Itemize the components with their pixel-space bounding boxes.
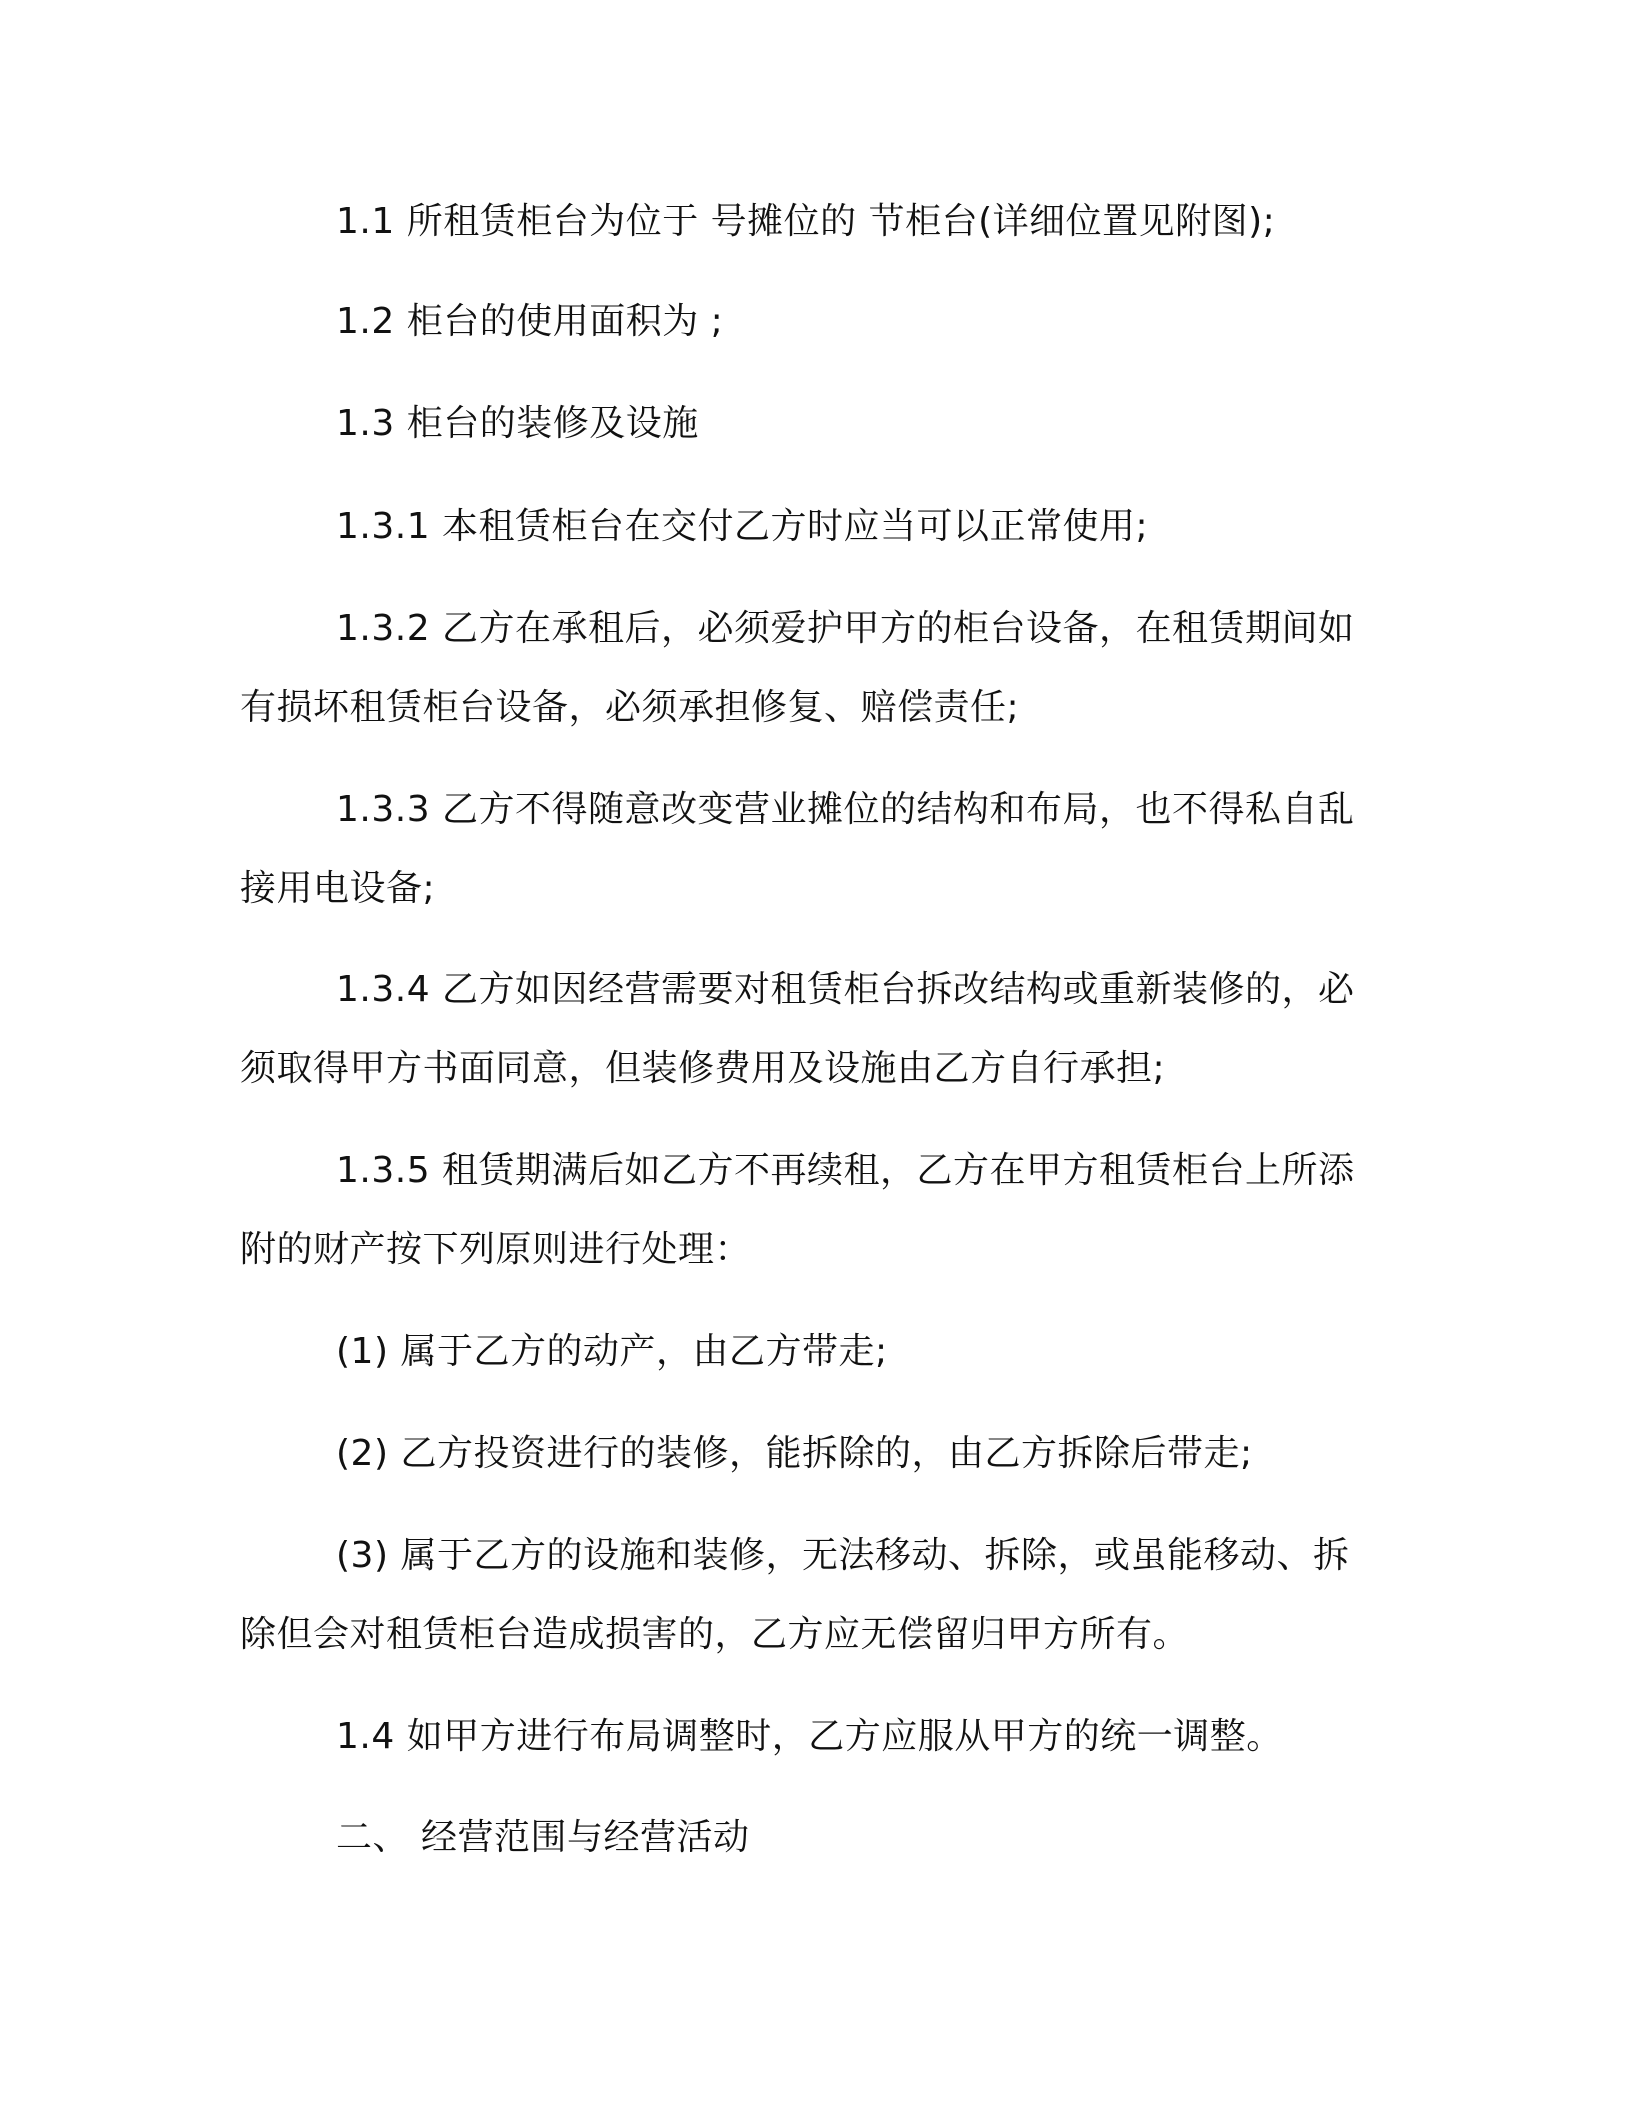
section-2-heading: 二、 经营范围与经营活动 (336, 1817, 750, 1858)
item-2: (2) 乙方投资进行的装修，能拆除的，由乙方拆除后带走; (336, 1433, 1253, 1474)
clause-1-4: 1.4 如甲方进行布局调整时，乙方应服从甲方的统一调整。 (336, 1716, 1283, 1757)
clause-1-3-4-line-1: 1.3.4 乙方如因经营需要对租赁柜台拆改结构或重新装修的，必 (336, 969, 1355, 1010)
clause-1-3-2-line-1: 1.3.2 乙方在承租后，必须爱护甲方的柜台设备，在租赁期间如 (336, 608, 1355, 649)
clause-1-3-5-line-2: 附的财产按下列原则进行处理： (240, 1229, 752, 1270)
item-3-line-2: 除但会对租赁柜台造成损害的，乙方应无偿留归甲方所有。 (240, 1614, 1190, 1655)
clause-1-3-2-line-2: 有损坏租赁柜台设备，必须承担修复、赔偿责任; (240, 687, 1020, 728)
clause-1-1: 1.1 所租赁柜台为位于 号摊位的 节柜台(详细位置见附图); (336, 201, 1276, 242)
clause-1-2: 1.2 柜台的使用面积为 ; (336, 301, 724, 342)
clause-1-3: 1.3 柜台的装修及设施 (336, 403, 699, 444)
clause-1-3-4-line-2: 须取得甲方书面同意，但装修费用及设施由乙方自行承担; (240, 1048, 1166, 1089)
clause-1-3-3-line-2: 接用电设备; (240, 868, 436, 909)
clause-1-3-1: 1.3.1 本租赁柜台在交付乙方时应当可以正常使用; (336, 506, 1149, 547)
clause-1-3-3-line-1: 1.3.3 乙方不得随意改变营业摊位的结构和布局，也不得私自乱 (336, 789, 1355, 830)
clause-1-3-5-line-1: 1.3.5 租赁期满后如乙方不再续租，乙方在甲方租赁柜台上所添 (336, 1150, 1355, 1191)
item-1: (1) 属于乙方的动产，由乙方带走; (336, 1331, 888, 1372)
item-3-line-1: (3) 属于乙方的设施和装修，无法移动、拆除，或虽能移动、拆 (336, 1535, 1350, 1576)
